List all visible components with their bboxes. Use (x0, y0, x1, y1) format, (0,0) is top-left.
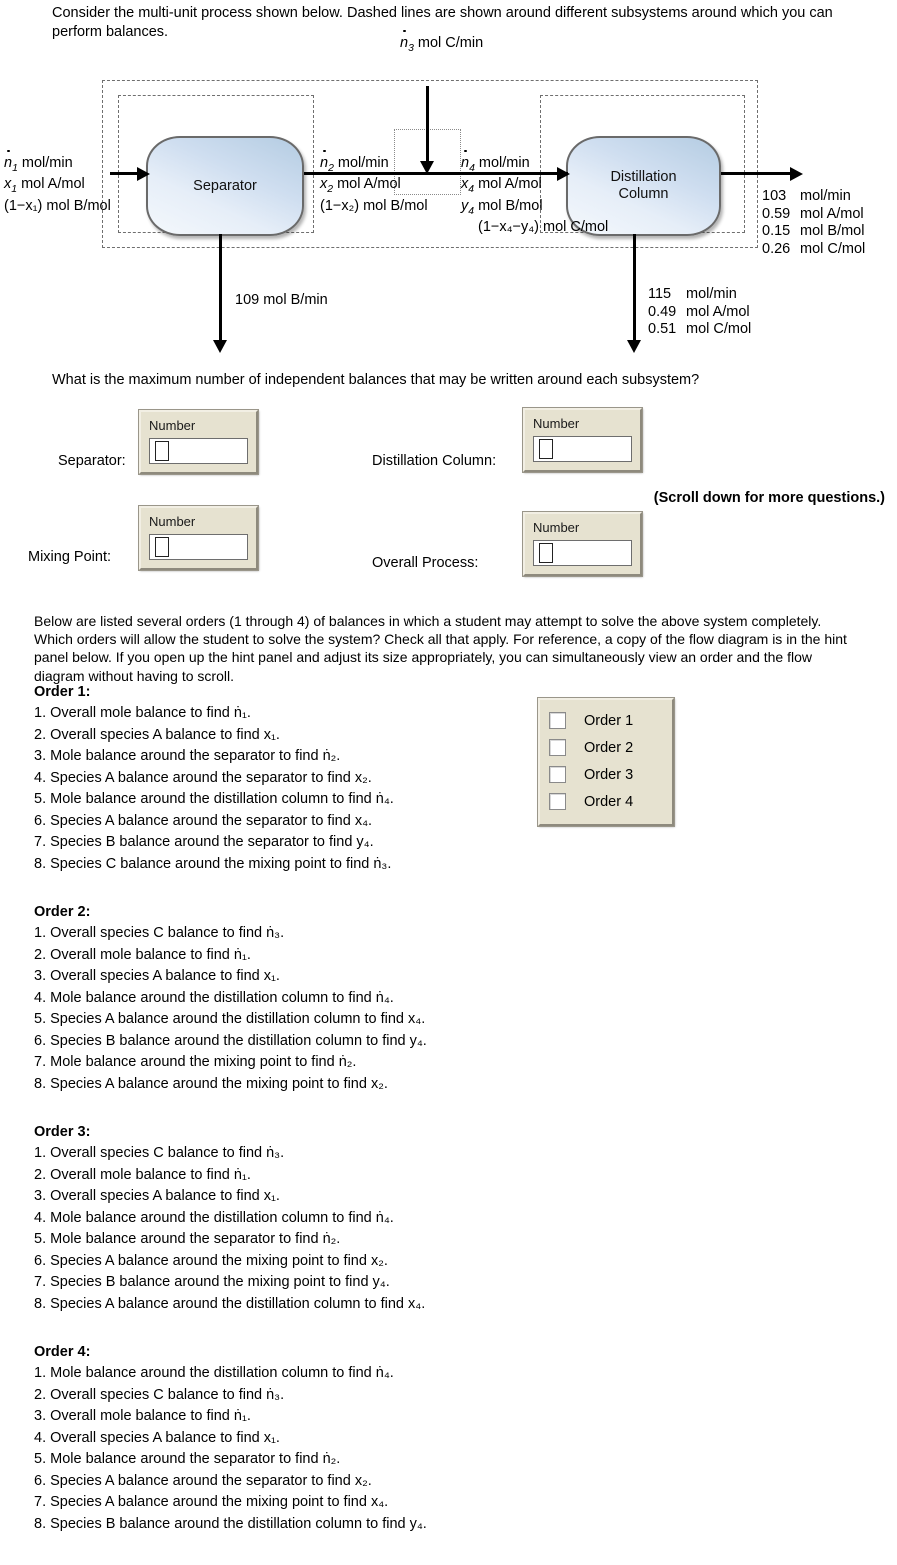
order-1-item-4: 4. Species A balance around the separator to find x₂. (34, 769, 372, 786)
checkbox-order-4[interactable] (549, 793, 566, 810)
order-3-item-4: 4. Mole balance around the distillation column to find ṅ₄. (34, 1209, 394, 1226)
checkbox-row-order-3[interactable] (549, 761, 664, 788)
text-caret-icon (539, 543, 553, 563)
scroll-down-note: (Scroll down for more questions.) (653, 490, 885, 506)
stream4-line2-rest: mol A/mol (474, 176, 542, 193)
column-bottom-value-1: 0.49 (648, 303, 677, 320)
distillation-number-field[interactable] (523, 408, 642, 472)
order-1-block (34, 684, 394, 874)
column-bottom-unit-2: mol C/mol (686, 321, 752, 338)
separator-field-caption: Number (149, 418, 196, 433)
overhead-unit-0: mol/min (800, 188, 851, 204)
overall-process-number-field[interactable] (523, 512, 642, 576)
checkbox-order-2[interactable] (549, 739, 566, 756)
order-3-title: Order 3: (34, 1124, 91, 1140)
stream2-line1-rest: mol/min (333, 155, 389, 171)
distillation-unit-label-line2: Column (618, 186, 669, 202)
order-3-item-3: 3. Overall species A balance to find x₁. (34, 1188, 280, 1204)
separator-unit (146, 136, 304, 236)
checkbox-row-order-4[interactable] (549, 788, 664, 815)
order-2-block (34, 904, 427, 1094)
order-1-item-5: 5. Mole balance around the distillation column to find ṅ₄. (34, 791, 394, 807)
order-2-item-5: 5. Species A balance around the distillation column to find x₄. (34, 1011, 426, 1027)
overhead-unit-3: mol C/mol (800, 241, 866, 258)
overall-process-field-caption: Number (533, 520, 580, 535)
order-4-item-4: 4. Overall species A balance to find x₁. (34, 1429, 280, 1446)
order-1-item-8: 8. Species C balance around the mixing point to find ṅ₃. (34, 855, 392, 872)
order-2-item-1: 1. Overall species C balance to find ṅ₃. (34, 925, 285, 941)
mixing-point-field-label: Mixing Point: (28, 549, 112, 565)
order-2-item-3: 3. Overall species A balance to find x₁. (34, 968, 280, 984)
order-1-item-2: 2. Overall species A balance to find x₁. (34, 726, 280, 743)
column-bottom-value-0: 115 (648, 286, 672, 302)
order-2-item-6: 6. Species B balance around the distillation column to find y₄. (34, 1032, 427, 1049)
order-2-item-8: 8. Species A balance around the mixing point to find x₂. (34, 1075, 388, 1092)
checkbox-label-order-1: Order 1 (584, 712, 634, 729)
separator-number-field[interactable] (139, 410, 258, 474)
order-3-item-7: 7. Species B balance around the mixing point to find y₄. (34, 1274, 390, 1290)
order-3-block (34, 1124, 425, 1314)
overhead-value-0: 103 (762, 188, 787, 204)
order-2-item-2: 2. Overall mole balance to find ṅ₁. (34, 946, 251, 963)
separator-bottom-line (219, 234, 222, 344)
overall-process-field-label: Overall Process: (372, 555, 479, 571)
distillation-field-caption: Number (533, 416, 580, 431)
orders-checkbox-panel (538, 698, 674, 826)
separator-field-label: Separator: (58, 453, 126, 469)
separator-unit-label: Separator (193, 177, 257, 194)
orders-instructions-paragraph: Below are listed several orders (1 through 4) of balances in which a student may attempt to solve the above system completely. Which orders will allow the student to solve the system? Check all that apply. For reference, a copy of the flow diagram is in the hint panel below. If you open up the hint panel and adjust its size appropriately, you can simultaneously view an order and the flow diagram without having to scroll. (34, 613, 847, 684)
mixing-point-number-field[interactable] (139, 506, 258, 570)
order-1-item-7: 7. Species B balance around the separator to find y₄. (34, 834, 374, 850)
column-bottom-line (633, 234, 636, 344)
intro-paragraph: Consider the multi-unit process shown below. Dashed lines are shown around different subsystems around which you can perform balances. (52, 5, 833, 40)
order-3-item-2: 2. Overall mole balance to find ṅ₁. (34, 1166, 251, 1183)
checkbox-order-3[interactable] (549, 766, 566, 783)
order-4-item-2: 2. Overall species C balance to find ṅ₃. (34, 1386, 285, 1403)
checkbox-row-order-2[interactable] (549, 734, 664, 761)
order-3-item-1: 1. Overall species C balance to find ṅ₃. (34, 1145, 285, 1161)
order-4-item-8: 8. Species B balance around the distillation column to find y₄. (34, 1515, 427, 1532)
checkbox-label-order-3: Order 3 (584, 766, 634, 783)
order-4-item-3: 3. Overall mole balance to find ṅ₁. (34, 1408, 251, 1424)
distillation-number-input[interactable] (533, 436, 632, 462)
mixing-point-number-input[interactable] (149, 534, 248, 560)
overhead-value-1: 0.59 (762, 205, 791, 222)
order-4-item-5: 5. Mole balance around the separator to find ṅ₂. (34, 1451, 341, 1467)
column-bottom-unit-0: mol/min (686, 286, 737, 302)
separator-number-input[interactable] (149, 438, 248, 464)
overhead-product-arrowhead (790, 167, 803, 181)
text-caret-icon (155, 441, 169, 461)
overhead-unit-1: mol A/mol (800, 205, 864, 222)
order-4-item-1: 1. Mole balance around the distillation column to find ṅ₄. (34, 1365, 394, 1381)
order-1-item-6: 6. Species A balance around the separator to find x₄. (34, 812, 373, 829)
overhead-product-label (762, 188, 865, 259)
feed-line3: (1−x₁) mol B/mol (4, 197, 111, 214)
overhead-value-2: 0.15 (762, 223, 791, 240)
feed-stream-line (110, 172, 140, 175)
overall-process-number-input[interactable] (533, 540, 632, 566)
checkbox-order-1[interactable] (549, 712, 566, 729)
overhead-unit-2: mol B/mol (800, 223, 865, 240)
text-caret-icon (155, 537, 169, 557)
separator-bottom-arrowhead (213, 340, 227, 353)
feed-line2-rest: mol A/mol (17, 176, 85, 193)
stream2-line2-rest: mol A/mol (333, 176, 401, 193)
stream4-line4: (1−x₄−y₄) mol C/mol (478, 219, 609, 236)
checkbox-row-order-1[interactable] (549, 707, 664, 734)
order-1-item-1: 1. Overall mole balance to find ṅ₁. (34, 705, 251, 721)
checkbox-label-order-2: Order 2 (584, 739, 634, 756)
process-flow-diagram (0, 28, 897, 368)
feed-line1-rest: mol/min (17, 155, 73, 171)
order-2-title: Order 2: (34, 904, 91, 920)
question-1-text: What is the maximum number of independent balances that may be written around each subsystem? (52, 372, 700, 388)
separator-bottom-label: 109 mol B/min (235, 292, 328, 308)
feed-stream-arrowhead (137, 167, 150, 181)
column-bottom-arrowhead (627, 340, 641, 353)
order-2-item-7: 7. Mole balance around the mixing point to find ṅ₂. (34, 1054, 357, 1070)
text-caret-icon (539, 439, 553, 459)
overhead-value-3: 0.26 (762, 241, 791, 258)
feed-stream-label: $n_1$ mol/min $x_1$ mol A/mol (1−x₁) mol B/mol (4, 155, 111, 214)
stream3-rest: mol C/min (413, 35, 484, 51)
order-3-item-6: 6. Species A balance around the mixing point to find x₂. (34, 1252, 388, 1269)
column-bottom-label (648, 286, 751, 339)
stream3-label: $n_3$ mol C/min (400, 35, 484, 54)
order-3-item-5: 5. Mole balance around the separator to find ṅ₂. (34, 1231, 341, 1247)
distillation-field-label: Distillation Column: (372, 453, 497, 469)
checkbox-label-order-4: Order 4 (584, 793, 634, 810)
overhead-product-line (721, 172, 799, 175)
order-2-item-4: 4. Mole balance around the distillation column to find ṅ₄. (34, 989, 394, 1006)
stream2-label: $n_2$ mol/min $x_2$ mol A/mol (1−x₂) mol B/mol (320, 155, 428, 214)
order-4-block (34, 1344, 427, 1534)
order-4-item-6: 6. Species A balance around the separator to find x₂. (34, 1472, 372, 1489)
column-bottom-value-2: 0.51 (648, 321, 677, 338)
column-bottom-unit-1: mol A/mol (686, 303, 750, 320)
order-4-title: Order 4: (34, 1344, 91, 1360)
order-3-item-8: 8. Species A balance around the distillation column to find x₄. (34, 1295, 426, 1312)
order-1-title: Order 1: (34, 684, 91, 700)
stream4-label: $n_4$ mol/min $x_4$ mol A/mol $y_4$ mol B/mol (1−x₄−y₄) mol C/mol (461, 155, 609, 236)
mixing-point-field-caption: Number (149, 514, 196, 529)
order-4-item-7: 7. Species A balance around the mixing point to find x₄. (34, 1494, 389, 1510)
stream4-line1-rest: mol/min (474, 155, 530, 171)
stream2-line3: (1−x₂) mol B/mol (320, 197, 428, 214)
distillation-unit-label-line1: Distillation (610, 169, 677, 186)
stream4-line3-rest: mol B/mol (474, 197, 543, 214)
order-1-item-3: 3. Mole balance around the separator to find ṅ₂. (34, 748, 341, 764)
